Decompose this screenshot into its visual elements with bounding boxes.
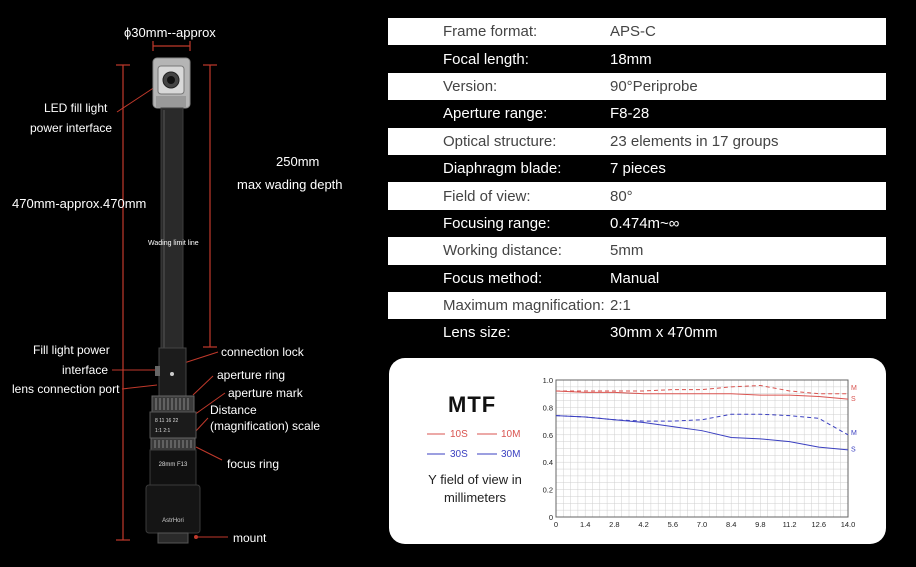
series-end-label: S bbox=[851, 395, 856, 403]
spec-value: Manual bbox=[610, 269, 660, 287]
aperture-ring-label: aperture ring bbox=[217, 368, 286, 382]
series-end-label: M bbox=[851, 430, 857, 438]
led-label-2: power interface bbox=[30, 121, 113, 135]
spec-value: 80° bbox=[610, 187, 633, 205]
y-tick-label: 0.8 bbox=[542, 403, 553, 413]
brand-text: AstrHori bbox=[162, 518, 184, 524]
spec-value: 7 pieces bbox=[610, 160, 666, 178]
fill-power-label-1: Fill light power bbox=[33, 343, 110, 357]
spec-row bbox=[388, 292, 886, 319]
spec-label: Focus method: bbox=[443, 269, 543, 287]
y-field-caption-line-1: Y field of view in bbox=[428, 472, 522, 487]
x-tick-label: 2.8 bbox=[609, 520, 620, 529]
spec-label: Version: bbox=[443, 77, 498, 95]
distance-label-1: Distance bbox=[210, 403, 257, 417]
wading-limit-label: Wading limit line bbox=[148, 240, 199, 247]
spec-row bbox=[388, 155, 886, 182]
spec-label: Diaphragm blade: bbox=[443, 160, 562, 178]
mount-label: mount bbox=[233, 531, 267, 545]
spec-row bbox=[388, 45, 886, 72]
y-field-caption-line-2: millimeters bbox=[443, 490, 507, 505]
depth-label-1: 250mm bbox=[276, 154, 320, 169]
spec-row bbox=[388, 265, 886, 292]
x-tick-label: 7.0 bbox=[696, 520, 708, 529]
mtf-panel bbox=[389, 358, 886, 544]
series-end-label: M bbox=[851, 384, 857, 392]
x-tick-label: 5.6 bbox=[667, 520, 679, 529]
spec-row bbox=[388, 210, 886, 237]
depth-label-2: max wading depth bbox=[237, 177, 343, 192]
legend-30m: 30M bbox=[501, 449, 521, 460]
spec-label: Optical structure: bbox=[443, 132, 557, 150]
y-field-caption bbox=[411, 471, 539, 507]
spec-label: Maximum magnification: bbox=[443, 297, 605, 315]
legend-10m: 10M bbox=[501, 429, 521, 440]
spec-value: 30mm x 470mm bbox=[610, 324, 718, 342]
spec-value: 18mm bbox=[610, 50, 652, 68]
x-tick-label: 11.2 bbox=[782, 520, 797, 529]
spec-value: 2:1 bbox=[610, 297, 631, 315]
spec-label: Focusing range: bbox=[443, 214, 551, 232]
legend-30s: 30S bbox=[450, 449, 468, 460]
x-tick-label: 0 bbox=[553, 520, 559, 529]
legend-10s: 10S bbox=[450, 429, 468, 440]
x-tick-label: 4.2 bbox=[638, 520, 649, 529]
spec-label: Focal length: bbox=[443, 50, 529, 68]
spec-label: Working distance: bbox=[443, 242, 562, 260]
y-tick-label: 1.0 bbox=[542, 376, 553, 385]
spec-value: 5mm bbox=[610, 242, 644, 260]
y-tick-label: 0 bbox=[548, 513, 553, 522]
connection-lock-label: connection lock bbox=[221, 345, 304, 359]
spec-row bbox=[388, 319, 886, 346]
x-tick-label: 9.8 bbox=[755, 520, 766, 529]
x-tick-label: 1.4 bbox=[579, 520, 591, 529]
lens-model-text: 28mm F13 bbox=[158, 462, 188, 468]
spec-table bbox=[388, 18, 886, 347]
distance-label-2: (magnification) scale bbox=[210, 419, 321, 433]
fill-power-label-2: interface bbox=[62, 363, 109, 377]
x-tick-label: 12.6 bbox=[811, 520, 827, 529]
mtf-chart bbox=[539, 368, 879, 548]
lens-diagram bbox=[0, 0, 380, 567]
spec-value: 90°Periprobe bbox=[610, 77, 698, 95]
x-tick-label: 14.0 bbox=[840, 520, 856, 529]
spec-label: Frame format: bbox=[443, 23, 538, 41]
spec-value: APS-C bbox=[610, 23, 656, 41]
y-tick-label: 0.2 bbox=[542, 485, 553, 495]
length-label: 470mm-approx.470mm bbox=[12, 196, 147, 211]
spec-row bbox=[388, 182, 886, 209]
lens-drawing bbox=[0, 0, 380, 567]
led-label-1: LED fill light bbox=[44, 101, 108, 115]
spec-row bbox=[388, 100, 886, 127]
svg-text:8 11 16 22: 8 11 16 22 bbox=[155, 418, 179, 424]
spec-value: F8-28 bbox=[610, 105, 650, 123]
svg-text:1:1 2:1: 1:1 2:1 bbox=[155, 428, 171, 434]
diameter-label: ϕ30mm--approx bbox=[124, 25, 216, 40]
spec-row bbox=[388, 128, 886, 155]
focus-ring-label: focus ring bbox=[227, 457, 280, 471]
spec-value: 0.474m~∞ bbox=[610, 214, 680, 232]
spec-row bbox=[388, 237, 886, 264]
x-tick-label: 8.4 bbox=[725, 520, 737, 529]
spec-row bbox=[388, 18, 886, 45]
y-tick-label: 0.4 bbox=[542, 458, 553, 468]
series-end-label: S bbox=[851, 446, 856, 454]
spec-label: Field of view: bbox=[443, 187, 531, 205]
spec-row bbox=[388, 73, 886, 100]
spec-label: Lens size: bbox=[443, 324, 511, 342]
spec-value: 23 elements in 17 groups bbox=[610, 132, 779, 150]
aperture-mark-label: aperture mark bbox=[228, 386, 303, 400]
y-tick-label: 0.6 bbox=[542, 430, 553, 440]
mtf-title: MTF bbox=[448, 392, 497, 417]
spec-label: Aperture range: bbox=[443, 105, 548, 123]
lens-port-label: lens connection port bbox=[12, 382, 120, 396]
